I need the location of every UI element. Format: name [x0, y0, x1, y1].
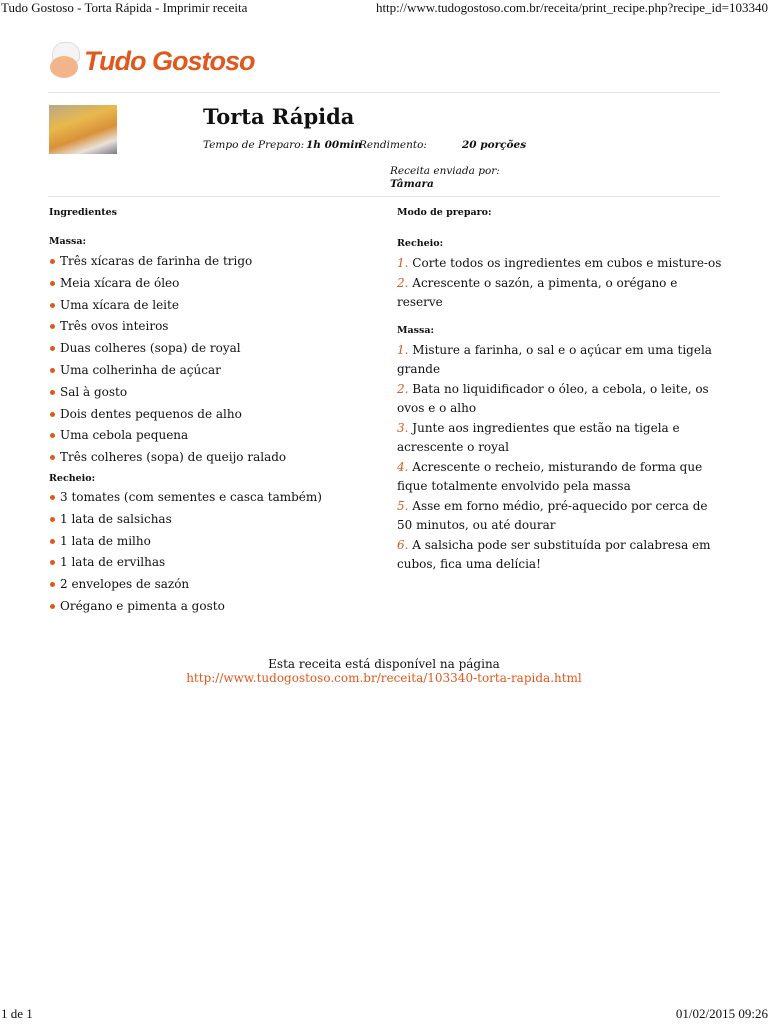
- step-text: Junte aos ingredientes que estão na tigela e acrescente o royal: [397, 421, 680, 454]
- print-datetime: 01/02/2015 09:26: [675, 1006, 768, 1021]
- group-heading: Recheio:: [397, 238, 444, 249]
- step-text: Corte todos os ingredientes em cubos e misture-os: [412, 256, 722, 270]
- ingredient-item: Três ovos inteiros: [49, 317, 379, 339]
- author: Tâmara: [390, 178, 434, 190]
- ingredient-list: [49, 488, 379, 619]
- chef-icon: [48, 42, 82, 80]
- page-title: Tudo Gostoso - Torta Rápida - Imprimir receita: [1, 0, 248, 15]
- step-number: 1.: [397, 343, 409, 357]
- step-text: Misture a farinha, o sal e o açúcar em uma tigela grande: [397, 343, 712, 376]
- ingredient-item: Dois dentes pequenos de alho: [49, 405, 379, 427]
- source-footer: [0, 657, 768, 685]
- step-item: [397, 419, 722, 457]
- step-number: 4.: [397, 460, 409, 474]
- preparation-heading: Modo de preparo:: [397, 207, 492, 218]
- step-item: [397, 341, 722, 379]
- ingredient-item: Uma xícara de leite: [49, 296, 379, 318]
- ingredient-list: [49, 252, 379, 470]
- step-item: [397, 380, 722, 418]
- recipe-photo: [49, 105, 117, 154]
- step-item: [397, 536, 722, 574]
- recipe-title: Torta Rápida: [203, 104, 355, 129]
- group-heading: Recheio:: [49, 472, 96, 484]
- ingredient-item: Orégano e pimenta a gosto: [49, 597, 379, 619]
- step-text: Acrescente o sazón, a pimenta, o orégano e reserve: [397, 276, 678, 309]
- preparation-column: [397, 207, 722, 575]
- ingredient-item: Uma colherinha de açúcar: [49, 361, 379, 383]
- ingredient-item: Uma cebola pequena: [49, 426, 379, 448]
- step-item: [397, 254, 722, 273]
- ingredient-item: Três xícaras de farinha de trigo: [49, 252, 379, 274]
- page-url: http://www.tudogostoso.com.br/receita/print_recipe.php?recipe_id=103340: [375, 0, 768, 15]
- sent-label: Receita enviada por:: [390, 165, 500, 177]
- source-link[interactable]: http://www.tudogostoso.com.br/receita/103340-torta-rapida.html: [186, 671, 582, 685]
- ingredient-item: 1 lata de salsichas: [49, 510, 379, 532]
- step-item: [397, 274, 722, 312]
- author-block: [390, 165, 500, 191]
- ingredient-item: Duas colheres (sopa) de royal: [49, 339, 379, 361]
- ingredients-column: [49, 207, 379, 619]
- step-number: 5.: [397, 499, 409, 513]
- group-heading: Massa:: [49, 236, 87, 247]
- ingredient-item: 2 envelopes de sazón: [49, 575, 379, 597]
- tudogostoso-logo: Tudo Gostoso: [48, 42, 255, 80]
- divider: [48, 92, 720, 93]
- step-list: [397, 341, 722, 574]
- step-list: [397, 254, 722, 312]
- print-footer: [0, 1008, 768, 1024]
- divider: [48, 196, 720, 197]
- step-text: Bata no liquidificador o óleo, a cebola, o leite, os ovos e o alho: [397, 382, 709, 415]
- step-number: 2.: [397, 382, 409, 396]
- ingredients-heading: Ingredientes: [49, 207, 118, 218]
- step-item: [397, 458, 722, 496]
- ingredient-item: 1 lata de ervilhas: [49, 553, 379, 575]
- source-text: Esta receita está disponível na página: [268, 657, 500, 671]
- ingredient-item: 1 lata de milho: [49, 532, 379, 554]
- step-number: 1.: [397, 256, 409, 270]
- yield-value: 20 porções: [462, 139, 527, 151]
- step-item: [397, 497, 722, 535]
- step-number: 6.: [397, 538, 409, 552]
- print-header: [0, 0, 768, 16]
- step-text: Asse em forno médio, pré-aquecido por cerca de 50 minutos, ou até dourar: [397, 499, 708, 532]
- prep-value: 1h 00min: [306, 139, 362, 151]
- step-number: 2.: [397, 276, 409, 290]
- step-text: Acrescente o recheio, misturando de forma que fique totalmente envolvido pela massa: [397, 460, 703, 493]
- ingredient-item: 3 tomates (com sementes e casca também): [49, 488, 379, 510]
- yield-label: Rendimento:: [359, 139, 427, 151]
- ingredient-item: Meia xícara de óleo: [49, 274, 379, 296]
- group-heading: Massa:: [397, 325, 435, 336]
- prep-label: Tempo de Preparo:: [203, 139, 305, 151]
- page-number: 1 de 1: [1, 1006, 33, 1021]
- step-text: A salsicha pode ser substituída por calabresa em cubos, fica uma delícia!: [397, 538, 711, 571]
- ingredient-item: Três colheres (sopa) de queijo ralado: [49, 448, 379, 470]
- step-number: 3.: [397, 421, 409, 435]
- ingredient-item: Sal à gosto: [49, 383, 379, 405]
